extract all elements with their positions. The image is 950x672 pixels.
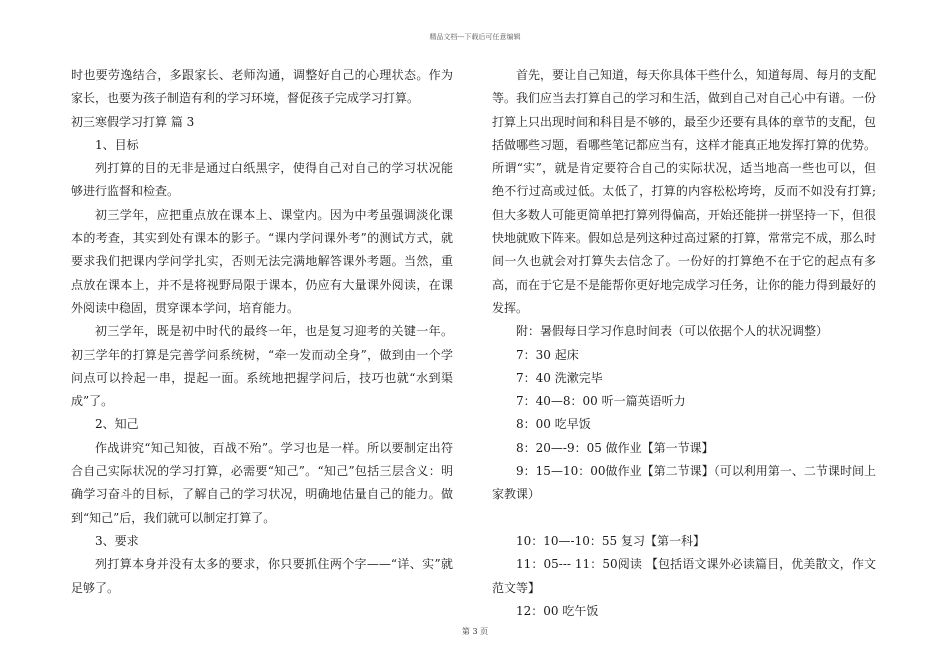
paragraph: 列打算本身并没有太多的要求，你只要抓住两个字——“详、实”就足够了。 [71, 557, 453, 595]
schedule-item: 7：30 起床 [516, 347, 579, 362]
left-column [71, 64, 453, 600]
right-column [492, 64, 876, 623]
paragraph: 初三学年，既是初中时代的最终一年，也是复习迎考的关键一年。初三学年的打算是完善学问系统树，“牵一发而动全身”，做到由一个学问点可以拎起一串，提起一面。系统地把握学问后，技巧也就“水到渠成”了。 [71, 324, 453, 409]
paragraph: 时也要劳逸结合，多跟家长、老师沟通，调整好自己的心理状态。作为家长，也要为孩子制造有利的学习环境，督促孩子完成学习打算。 [71, 68, 453, 106]
schedule-item: 11：05--- 11：50阅读 【包括语文课外必读篇目，优美散文，作文范文等】 [492, 557, 876, 595]
paragraph: 列打算的目的无非是通过白纸黑字，使得自己对自己的学习状况能够进行监督和检查。 [71, 161, 453, 199]
schedule-item: 8：00 吃早饭 [516, 417, 591, 432]
section-title: 初三寒假学习打算 篇 3 [71, 114, 195, 129]
paragraph: 初三学年，应把重点放在课本上、课堂内。因为中考虽强调淡化课本的考查，其实到处有课本的影子。“课内学问课外考”的测试方式，就要求我们把课内学问学扎实，否则无法完满地解答课外考题。当然，重点放在课本上，并不是将视野局限于课本，仍应有大量课外阅读，在课外阅读中稳固，贯穿课本学问，培育能力。 [71, 207, 453, 315]
subheading-goal: 1、目标 [95, 137, 139, 152]
blank-line [492, 507, 876, 530]
paragraph: 首先，要让自己知道，每天你具体干些什么，知道每周、每月的支配等。我们应当去打算自己的学习和生活，做到自己对自己心中有谱。一份打算上只出现时间和科目是不够的，最至少还要有具体的章节的支配，包括做哪些习题，看哪些笔记都应当有，这样才能真正地发挥打算的优势。所谓“实”，就是肯定要符合自己的实际状况，适当地高一些也可以，但绝不行过高或过低。太低了，打算的内容松松垮垮，反而不如没有打算;但大多数人可能更简单把打算列得偏高，开始还能拼一拼坚持一下，但很快地就败下阵来。假如总是列这种过高过紧的打算，常常完不成，那么时间一久也就会对打算失去信念了。一份好的打算绝不在于它的起点有多高，而在于它是不是能帮你更好地完成学习任务，让你的能力得到最好的发挥。 [492, 68, 877, 315]
paragraph: 作战讲究“知己知彼，百战不殆”。学习也是一样。所以要制定出符合自己实际状况的学习打算，必需要“知己”。“知己”包括三层含义：明确学习奋斗的目标，了解自己的学习状况，明确地估量自己的能力。做到“知己”后，我们就可以制定打算了。 [71, 440, 453, 525]
subheading-know-self: 2、知己 [95, 417, 139, 432]
schedule-title: 附：暑假每日学习作息时间表（可以依据个人的状况调整） [516, 324, 829, 339]
page-number: 第 3 页 [461, 627, 489, 636]
schedule-item: 9：15—10：00做作业【第二节课】（可以利用第一、二节课时间上家教课） [492, 464, 876, 502]
schedule-item: 10：10—-10：55 复习【第一科】 [516, 533, 705, 548]
schedule-item: 12：00 吃午饭 [516, 603, 599, 618]
subheading-requirements: 3、要求 [95, 533, 139, 548]
schedule-item: 7：40 洗漱完毕 [516, 370, 603, 385]
schedule-item: 8：20—-9：05 做作业【第一节课】 [516, 440, 714, 455]
page-header: 精品文档---下载后可任意编辑 [429, 33, 521, 41]
schedule-item: 7：40—8：00 听一篇英语听力 [516, 394, 686, 409]
